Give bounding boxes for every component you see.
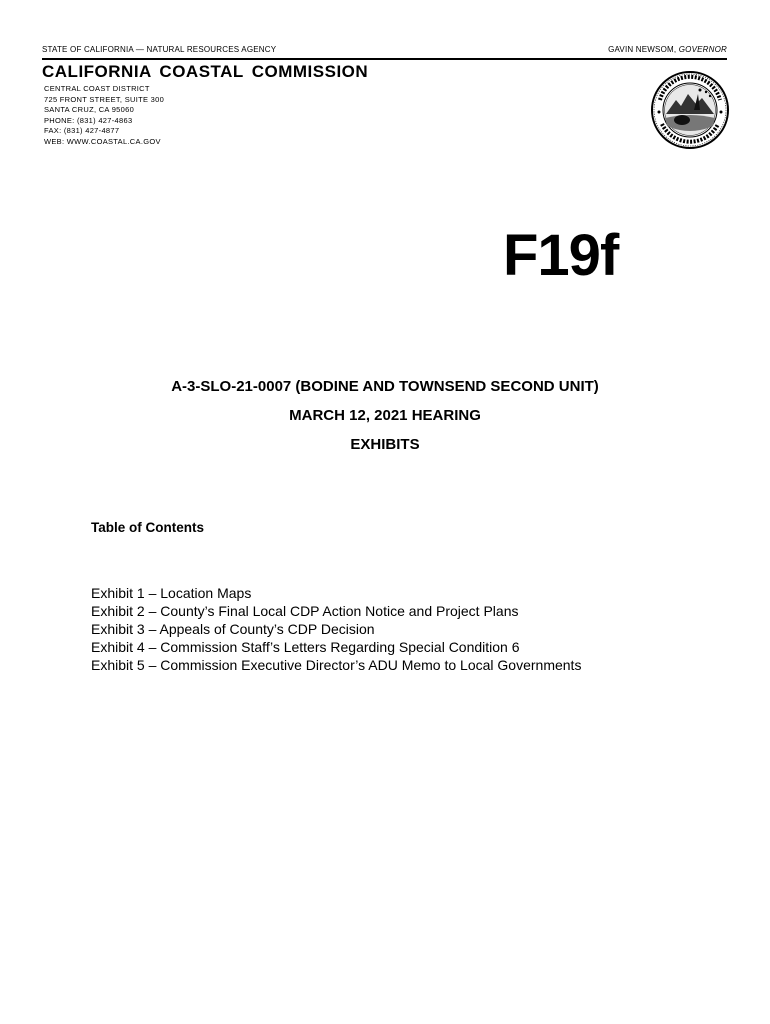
address-line: WEB: WWW.COASTAL.CA.GOV (44, 136, 161, 146)
exhibit-item: Exhibit 4 – Commission Staff’s Letters Regarding Special Condition 6 (91, 639, 520, 655)
governor-line (608, 45, 727, 54)
address-line: CENTRAL COAST DISTRICT (44, 84, 150, 93)
district-address (44, 84, 164, 147)
agency-name: STATE OF CALIFORNIA — NATURAL RESOURCES AGENCY (42, 45, 277, 54)
agenda-item-number: F19f (503, 223, 619, 288)
address-line: 725 FRONT STREET, SUITE 300 (44, 94, 165, 104)
document-title (0, 372, 770, 459)
governor-name: GAVIN NEWSOM, (608, 45, 679, 54)
address-line: SANTA CRUZ, CA 95060 (44, 105, 135, 114)
exhibit-item: Exhibit 1 – Location Maps (91, 585, 252, 601)
commission-name: CALIFORNIA COASTAL COMMISSION (42, 62, 369, 81)
exhibit-item: Exhibit 2 – County’s Final Local CDP Action Notice and Project Plans (91, 603, 519, 619)
state-seal-icon (650, 70, 730, 150)
exhibit-item: Exhibit 5 – Commission Executive Director’s ADU Memo to Local Governments (91, 657, 582, 673)
title-line-hearing: MARCH 12, 2021 HEARING (289, 407, 481, 424)
title-line-appeal: A-3-SLO-21-0007 (BODINE AND TOWNSEND SECOND UNIT) (171, 378, 599, 395)
exhibit-item: Exhibit 3 – Appeals of County’s CDP Decision (91, 621, 375, 637)
exhibit-list (91, 584, 581, 674)
governor-title: GOVERNOR (678, 45, 727, 54)
title-line-exhibits: EXHIBITS (350, 436, 420, 453)
toc-heading: Table of Contents (91, 520, 204, 535)
address-line: FAX: (831) 427-4877 (44, 126, 120, 135)
header-divider (42, 58, 727, 60)
address-line: PHONE: (831) 427-4863 (44, 115, 133, 125)
